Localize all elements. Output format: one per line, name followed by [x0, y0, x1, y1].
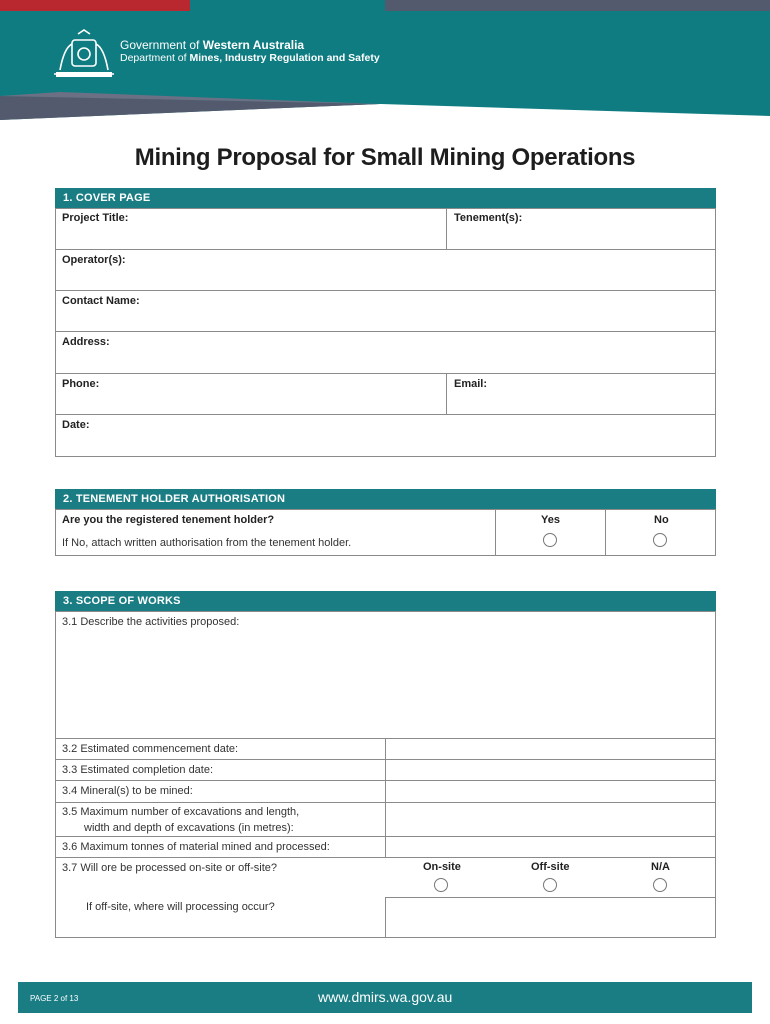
yes-radio[interactable]	[543, 533, 557, 547]
offsite-radio[interactable]	[543, 878, 557, 892]
page-number: PAGE 2 of 13	[30, 994, 79, 1003]
date-field[interactable]: Date:	[62, 419, 90, 431]
q35-input[interactable]	[387, 804, 715, 835]
na-label: N/A	[651, 861, 670, 873]
offsite-label: Off-site	[531, 861, 570, 873]
divider	[55, 414, 716, 415]
divider	[55, 290, 716, 291]
q32-label: 3.2 Estimated commencement date:	[62, 743, 239, 755]
tenements-field[interactable]: Tenement(s):	[454, 212, 523, 224]
divider	[55, 857, 716, 858]
page-title: Mining Proposal for Small Mining Operations	[134, 144, 636, 171]
q33-label: 3.3 Estimated completion date:	[62, 764, 214, 776]
project-title-field[interactable]: Project Title:	[62, 212, 129, 224]
onsite-label: On-site	[423, 861, 461, 873]
divider	[446, 208, 447, 250]
divider	[605, 509, 606, 556]
address-field[interactable]: Address:	[62, 336, 110, 348]
divider	[495, 509, 496, 556]
contact-name-field[interactable]: Contact Name:	[62, 295, 140, 307]
q36-input[interactable]	[387, 838, 715, 856]
offsite-where-label: If off-site, where will processing occur?	[86, 901, 275, 913]
email-field[interactable]: Email:	[454, 378, 488, 390]
offsite-where-input[interactable]	[387, 899, 715, 937]
divider	[55, 331, 716, 332]
q33-input[interactable]	[387, 761, 715, 779]
dept-line: Department of Mines, Industry Regulation and Safety	[120, 52, 380, 64]
operators-field[interactable]: Operator(s):	[62, 254, 126, 266]
top-bar-grey	[385, 0, 770, 11]
q34-input[interactable]	[387, 782, 715, 801]
divider	[385, 897, 386, 938]
website-link[interactable]: www.dmirs.wa.gov.au	[318, 989, 453, 1005]
divider	[385, 897, 716, 898]
na-radio[interactable]	[653, 878, 667, 892]
yes-label: Yes	[541, 514, 560, 526]
divider	[446, 373, 447, 415]
wa-crest-logo	[50, 28, 118, 80]
top-bar-teal	[190, 0, 385, 11]
q32-input[interactable]	[387, 740, 715, 758]
section3-heading: 3. SCOPE OF WORKS	[55, 591, 716, 612]
gov-line: Government of Western Australia	[120, 38, 305, 52]
holder-question: Are you the registered tenement holder?	[62, 514, 275, 526]
q35-label-line2: width and depth of excavations (in metres):	[84, 822, 294, 834]
section1-heading: 1. COVER PAGE	[55, 188, 716, 209]
q37-label: 3.7 Will ore be processed on-site or off-site?	[62, 862, 278, 874]
q36-label: 3.6 Maximum tonnes of material mined and processed:	[62, 841, 330, 853]
divider	[385, 738, 386, 857]
top-bar-red	[0, 0, 190, 11]
q31-activities-field[interactable]: 3.1 Describe the activities proposed:	[62, 616, 240, 628]
no-radio[interactable]	[653, 533, 667, 547]
q35-label-line1: 3.5 Maximum number of excavations and length,	[62, 806, 300, 818]
q34-label: 3.4 Mineral(s) to be mined:	[62, 785, 193, 797]
divider	[55, 373, 716, 374]
onsite-radio[interactable]	[434, 878, 448, 892]
cover-page-box	[55, 208, 716, 457]
phone-field[interactable]: Phone:	[62, 378, 100, 390]
holder-note: If No, attach written authorisation from the tenement holder.	[62, 537, 352, 549]
no-label: No	[654, 514, 669, 526]
divider	[55, 249, 716, 250]
section2-heading: 2. TENEMENT HOLDER AUTHORISATION	[55, 489, 716, 510]
